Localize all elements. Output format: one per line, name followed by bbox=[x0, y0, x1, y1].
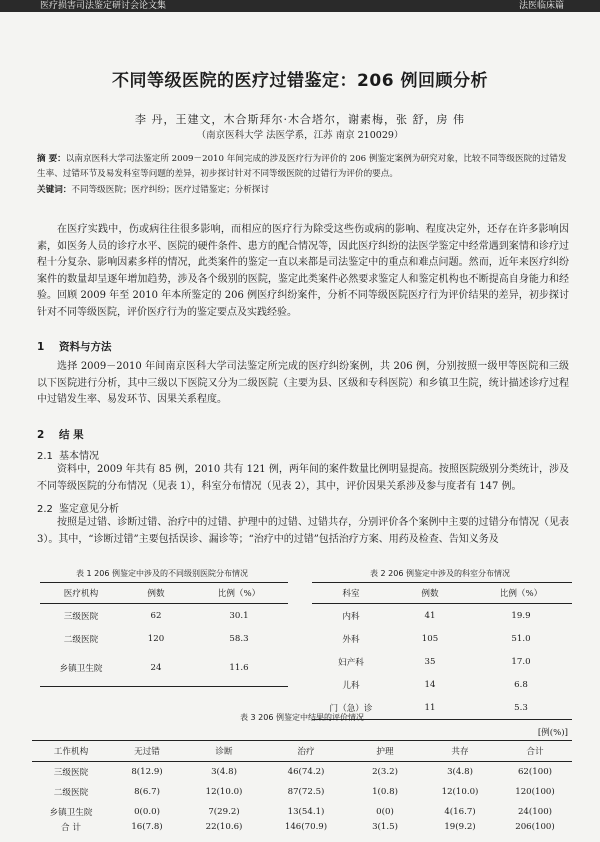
table-cell: 120 bbox=[147, 633, 165, 644]
header-right: 法医临床篇 bbox=[518, 1, 564, 11]
table-cell: 0(0.0) bbox=[134, 807, 160, 817]
table-cell: 58.3 bbox=[229, 633, 249, 644]
table-cell: 87(72.5) bbox=[287, 787, 325, 797]
table1-header-cell: 例数 bbox=[122, 583, 190, 604]
table1 bbox=[40, 582, 288, 687]
table-row bbox=[32, 802, 572, 822]
paper-title: 不同等级医院的医疗过错鉴定：206 例回顾分析 bbox=[112, 71, 488, 91]
methods-paragraph: 选择 2009－2010 年间南京医科大学司法鉴定所完成的医疗纠纷案例，共 206 例，分别按照一级甲等医院和三级以下医院进行分析，其中三级以下医院又分为二级医院（主要为县、区级和专科医院）和乡镇卫生院，统计描述诊疗过程中过错发生率、易发环节、因果关系程度。 bbox=[37, 361, 569, 406]
table2 bbox=[312, 582, 572, 720]
table-cell: 105 bbox=[421, 633, 439, 644]
table-row bbox=[32, 822, 572, 842]
table3 bbox=[32, 740, 572, 842]
keywords bbox=[37, 183, 567, 198]
table-cell: 206(100) bbox=[515, 822, 555, 832]
table-row bbox=[32, 782, 572, 802]
table-row bbox=[40, 627, 288, 650]
table-cell: 46(74.2) bbox=[287, 767, 325, 777]
table-cell: 17.0 bbox=[511, 656, 531, 667]
table2-header-cell: 比例（%） bbox=[470, 583, 572, 604]
subsection-heading-2-2 bbox=[37, 500, 119, 515]
table-row bbox=[312, 650, 572, 673]
section-title: 资料与方法 bbox=[59, 341, 112, 353]
table3-header bbox=[32, 741, 572, 762]
table-cell: 30.1 bbox=[229, 610, 249, 621]
table-cell: 51.0 bbox=[511, 633, 531, 644]
table-cell: 合 计 bbox=[61, 823, 81, 833]
table-cell: 1(0.8) bbox=[372, 787, 398, 797]
section-title: 结 果 bbox=[59, 429, 84, 441]
table-cell: 门（急）诊 bbox=[312, 696, 390, 720]
abstract-label: 摘 要： bbox=[37, 154, 66, 164]
section-number: 2.2 bbox=[37, 504, 53, 515]
table-cell: 7(29.2) bbox=[208, 807, 240, 817]
table-cell: 0(0) bbox=[376, 807, 394, 817]
table1-caption: 表 1 206 例鉴定中涉及的不同级别医院分布情况 bbox=[76, 569, 248, 578]
table-cell: 13(54.1) bbox=[287, 807, 325, 817]
running-header bbox=[0, 0, 600, 12]
table-cell: 12(10.0) bbox=[205, 787, 243, 797]
table-cell: 二级医院 bbox=[53, 788, 89, 798]
table-cell: 11.6 bbox=[190, 650, 288, 687]
section-number: 2 bbox=[37, 429, 45, 441]
section-number: 2.1 bbox=[37, 451, 53, 462]
table-cell: 19(9.2) bbox=[444, 822, 476, 832]
table-row bbox=[32, 762, 572, 783]
table3-header-cell: 护理 bbox=[348, 741, 422, 762]
table3-header-cell: 治疗 bbox=[264, 741, 348, 762]
table-cell: 41 bbox=[424, 610, 436, 621]
table-row bbox=[40, 650, 288, 687]
table2-header-cell: 例数 bbox=[390, 583, 470, 604]
section-title: 鉴定意见分析 bbox=[59, 504, 119, 515]
table-cell: 35 bbox=[424, 656, 436, 667]
keywords-text: 不同等级医院；医疗纠纷；医疗过错鉴定；分析探讨 bbox=[71, 185, 270, 195]
table-cell: 19.9 bbox=[511, 610, 531, 621]
table-cell: 妇产科 bbox=[338, 657, 364, 668]
table3-header-cell: 诊断 bbox=[184, 741, 264, 762]
affiliation: （南京医科大学 法医学系，江苏 南京 210029） bbox=[196, 130, 404, 141]
table-cell: 24 bbox=[122, 650, 190, 687]
table-cell: 6.8 bbox=[514, 679, 528, 690]
table-row bbox=[40, 604, 288, 628]
table2-header bbox=[312, 583, 572, 604]
table-row bbox=[312, 673, 572, 696]
table-cell: 2(3.2) bbox=[372, 767, 398, 777]
table1-header bbox=[40, 583, 288, 604]
subsection-heading-2-1 bbox=[37, 447, 99, 462]
table-cell: 3(4.8) bbox=[447, 767, 473, 777]
table-cell: 146(70.9) bbox=[284, 822, 328, 832]
section-title: 基本情况 bbox=[59, 451, 99, 462]
table-cell: 3(1.5) bbox=[372, 822, 398, 832]
table3-caption: 表 3 206 例鉴定中结果的评价情况 bbox=[240, 713, 364, 722]
intro-paragraph: 在医疗实践中，伤或病往往很多影响，而相应的医疗行为除受这些伤或病的影响、程度决定外，还存在许多影响因素，如医务人员的诊疗水平、医院的硬件条件、患方的配合情况等，因此医疗纠纷的法医学鉴定中经常遇到案情和诊疗过程十分复杂、影响因素多样的情况，此类案件的鉴定一直以来都是司法鉴定中的重点和难点问题。然而，近年来医疗纠纷案件的数量却呈逐年增加趋势，涉及各个级别的医院，鉴定此类案件必然要求鉴定人和鉴定机构也不断提高自身能力和经验。回顾 2009 年至 2010 年本所鉴定的 206 例医疗纠纷案件，分析不同等级医院医疗行为评价结果的差异，初步探讨针对不同等级医院，评价医疗行为的鉴定要点及实践经验。 bbox=[37, 224, 569, 318]
table1-header-cell: 比例（%） bbox=[190, 583, 288, 604]
table-cell: 4(16.7) bbox=[444, 807, 476, 817]
table3-header-cell: 共存 bbox=[422, 741, 498, 762]
table2-header-cell: 科室 bbox=[312, 583, 390, 604]
table-cell: 24(100) bbox=[517, 807, 553, 817]
table-cell: 12(10.0) bbox=[441, 787, 479, 797]
table-row bbox=[312, 604, 572, 628]
table-cell: 内科 bbox=[342, 611, 360, 622]
table-cell: 120(100) bbox=[515, 787, 555, 797]
table-cell: 62 bbox=[150, 610, 162, 621]
section-number: 1 bbox=[37, 341, 45, 353]
table-cell: 乡镇卫生院 bbox=[40, 650, 122, 687]
table-cell: 3(4.8) bbox=[211, 767, 237, 777]
table1-header-cell: 医疗机构 bbox=[40, 583, 122, 604]
section-heading-2 bbox=[37, 427, 84, 442]
opinion-paragraph: 按照是过错、诊断过错、治疗中的过错、护理中的过错、过错共存，分别评价各个案例中主要的过错分布情况（见表 3）。其中，“诊断过错”主要包括误诊、漏诊等；“治疗中的过错”包括治疗方案、用药及检查、告知义务及 bbox=[37, 517, 569, 545]
table-cell: 二级医院 bbox=[63, 634, 99, 645]
table-cell: 22(10.6) bbox=[205, 822, 243, 832]
table-cell: 三级医院 bbox=[63, 611, 99, 622]
table3-header-cell: 合计 bbox=[498, 741, 572, 762]
table2-caption: 表 2 206 例鉴定中涉及的科室分布情况 bbox=[370, 569, 510, 578]
table-cell: 14 bbox=[424, 679, 436, 690]
section-heading-1 bbox=[37, 339, 112, 354]
table-cell: 8(6.7) bbox=[134, 787, 160, 797]
table-cell: 11 bbox=[390, 696, 470, 720]
table-cell: 8(12.9) bbox=[131, 767, 163, 777]
table-cell: 外科 bbox=[342, 634, 360, 645]
header-left: 医疗损害司法鉴定研讨会论文集 bbox=[40, 1, 167, 11]
table-cell: 5.3 bbox=[470, 696, 572, 720]
table-cell: 16(7.8) bbox=[131, 822, 163, 832]
author-list: 李 丹，王建文，木合斯拜尔·木合塔尔，谢素梅，张 舒，房 伟 bbox=[135, 113, 465, 126]
basic-paragraph: 资料中，2009 年共有 85 例，2010 共有 121 例，两年间的案件数量比例明显提高。按照医院级别分类统计，涉及不同等级医院的分布情况（见表 1），科室分布情况（见表 2），其中，评价因果关系涉及参与度者有 147 例。 bbox=[37, 464, 569, 492]
table-cell: 乡镇卫生院 bbox=[49, 808, 93, 818]
table-row bbox=[312, 627, 572, 650]
table3-header-cell: 工作机构 bbox=[32, 741, 110, 762]
abstract bbox=[37, 152, 567, 182]
table-cell: 62(100) bbox=[517, 767, 553, 777]
keywords-label: 关键词： bbox=[37, 185, 72, 195]
table3-unit: [例(%)] bbox=[537, 728, 568, 738]
table-cell: 儿科 bbox=[342, 680, 360, 691]
table3-header-cell: 无过错 bbox=[110, 741, 184, 762]
table-cell: 三级医院 bbox=[53, 768, 89, 778]
abstract-text: 以南京医科大学司法鉴定所 2009－2010 年间完成的涉及医疗行为评价的 206 例鉴定案例为研究对象，比较不同等级医院的过错发生率、过错环节及易发科室等问题的差异，初步探讨针对不同等级医院的过错行为评价的要点。 bbox=[37, 154, 567, 179]
